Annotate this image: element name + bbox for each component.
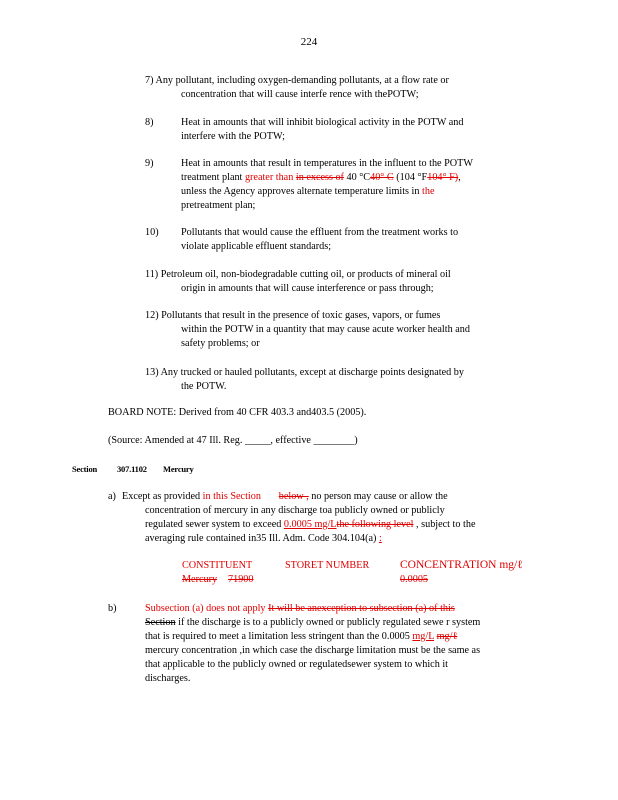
paragraph-a <box>108 490 475 546</box>
item-text: Pollutants that result in the presence of toxic gases, vapors, or fumes <box>161 310 441 321</box>
item-number: 12) <box>145 310 159 321</box>
item-number: 10) <box>145 227 159 238</box>
item-text: concentration that will cause interfe rence with thePOTW; <box>181 89 419 100</box>
item-text: pretreatment plan; <box>181 200 256 211</box>
item-text: 40 °C <box>346 172 371 183</box>
deleted-text: the following level <box>336 519 414 530</box>
deleted-text: 104° F) <box>427 172 459 183</box>
deleted-text: mg/ℓ <box>436 631 458 642</box>
source-blank: _____ <box>244 435 271 446</box>
section-title: Mercury <box>163 464 194 474</box>
item-text: origin in amounts that will cause interference or pass through; <box>181 283 434 294</box>
inserted-text: Subsection (a) does not apply <box>145 603 266 614</box>
list-item-13 <box>145 366 464 394</box>
source-suffix: ) <box>354 435 358 446</box>
inserted-text: : <box>378 533 382 544</box>
item-text: , <box>458 172 461 183</box>
item-text: if the discharge is to a publicly owned or publicly regulated sewe r system <box>178 617 481 628</box>
item-text: interfere with the POTW; <box>181 131 286 142</box>
item-number: b) <box>108 603 117 614</box>
item-number: 13) <box>145 367 159 378</box>
table-cell: Mercury <box>182 574 218 585</box>
item-text: Except as provided <box>122 491 201 502</box>
item-text: no person may cause or allow the <box>311 491 448 502</box>
deleted-text: below , <box>278 491 309 502</box>
inserted-text: mg/L <box>412 631 435 642</box>
item-text: (104 °F <box>396 172 428 183</box>
item-text: discharges. <box>145 673 191 684</box>
item-text: regulated sewer system to exceed <box>145 519 282 530</box>
item-text: treatment plant <box>181 172 243 183</box>
page-number: 224 <box>300 36 318 48</box>
list-item-8 <box>145 116 463 144</box>
item-text: the POTW. <box>181 381 227 392</box>
item-text: within the POTW in a quantity that may cause acute worker health and <box>181 324 470 335</box>
deleted-text: 40° C <box>370 172 394 183</box>
list-item-12 <box>145 309 470 351</box>
item-text: , subject to the <box>416 519 476 530</box>
item-text: that is required to meet a limitation less stringent than the 0.0005 <box>145 631 410 642</box>
deleted-text: It will be anexception to subsection (a) of this <box>268 603 455 614</box>
item-text: unless the Agency approves alternate temperature limits in <box>181 186 420 197</box>
inserted-text: 0.0005 mg/L <box>283 519 337 530</box>
table-cell: 0.0005 <box>400 574 429 585</box>
item-number: 11) <box>145 269 159 280</box>
item-number: a) <box>108 491 116 502</box>
item-text: concentration of mercury in any discharge toa publicly owned or publicly <box>145 505 445 516</box>
section-label: Section <box>72 464 98 474</box>
board-note: BOARD NOTE: Derived from 40 CFR 403.3 and403.5 (2005). <box>108 407 367 418</box>
item-text: Any trucked or hauled pollutants, except at discharge points designated by <box>160 367 464 378</box>
item-number: 8) <box>145 117 154 128</box>
item-text: Petroleum oil, non-biodegradable cutting oil, or products of mineral oil <box>160 269 451 280</box>
list-item-11 <box>145 268 451 296</box>
source-middle: , effective <box>270 435 311 446</box>
source-note <box>108 434 358 448</box>
item-number: 7) <box>145 75 154 86</box>
source-prefix: (Source: Amended at 47 Ill. Reg. <box>108 435 243 446</box>
inserted-text: greater than <box>244 172 294 183</box>
inserted-text: in this Section <box>202 491 261 502</box>
list-item-10 <box>145 226 458 254</box>
table-header-cell: CONSTITUENT <box>182 560 253 571</box>
deleted-text: Section <box>145 617 176 628</box>
paragraph-b <box>108 602 480 686</box>
table-cell: 71900 <box>228 574 254 585</box>
source-blank: ________ <box>313 435 355 446</box>
item-text: that applicable to the publicly owned or regulatedsewer system to which it <box>145 659 448 670</box>
item-text: Pollutants that would cause the effluent from the treatment works to <box>181 227 459 238</box>
list-item-9 <box>145 157 473 213</box>
section-number: 307.1102 <box>117 464 147 474</box>
table-header-cell: CONCENTRATION mg/ℓ <box>400 559 523 571</box>
inserted-text: the <box>422 186 435 197</box>
item-text: safety problems; or <box>181 338 260 349</box>
deleted-text: in excess of <box>295 172 344 183</box>
item-text: averaging rule contained in35 Ill. Adm. Code 304.104(a) <box>145 533 377 544</box>
item-text: Heat in amounts that result in temperatures in the influent to the POTW <box>181 158 473 169</box>
table-header-cell: STORET NUMBER <box>285 560 370 571</box>
item-text: violate applicable effluent standards; <box>181 241 332 252</box>
item-text: mercury concentration ,in which case the discharge limitation must be the same as <box>145 645 481 656</box>
item-number: 9) <box>145 158 154 169</box>
item-text: Heat in amounts that will inhibit biological activity in the POTW and <box>181 117 464 128</box>
item-text: Any pollutant, including oxygen-demanding pollutants, at a flow rate or <box>155 75 449 86</box>
list-item-7 <box>145 74 449 102</box>
